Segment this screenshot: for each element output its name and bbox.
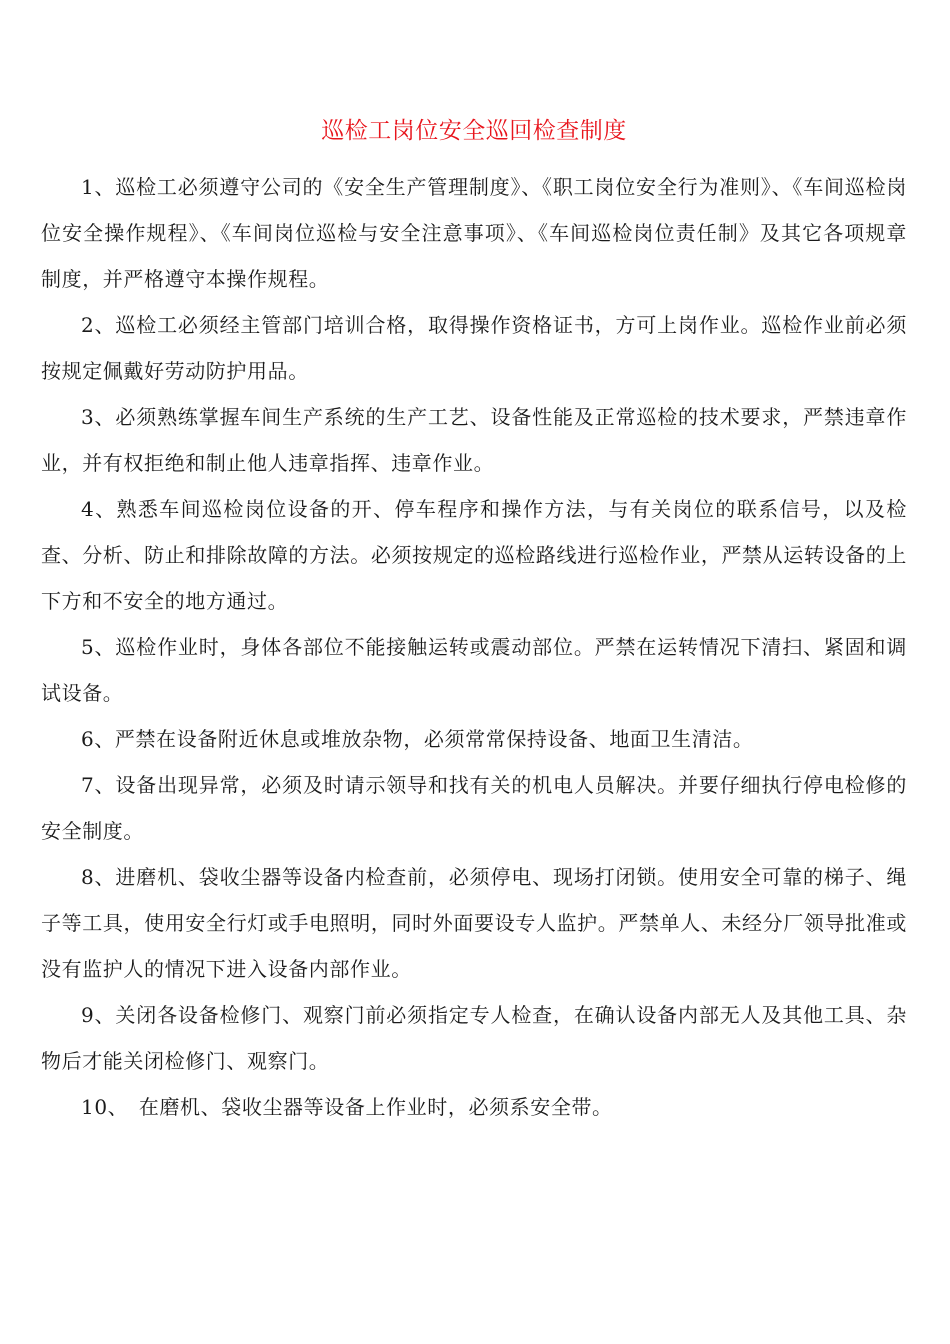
paragraph-3: 3、必须熟练掌握车间生产系统的生产工艺、设备性能及正常巡检的技术要求，严禁违章作业，并有权拒绝和制止他人违章指挥、违章作业。 (41, 405, 907, 475)
document-title: 巡检工岗位安全巡回检查制度 (321, 118, 627, 144)
paragraph-6: 6、严禁在设备附近休息或堆放杂物，必须常常保持设备、地面卫生清洁。 (81, 727, 754, 751)
document-page (41, 112, 907, 1130)
paragraph-1: 1、巡检工必须遵守公司的《安全生产管理制度》、《职工岗位安全行为准则》、《车间巡检岗位安全操作规程》、《车间岗位巡检与安全注意事项》、《车间巡检岗位责任制》及其它各项规章制度，并严格遵守本操作规程。 (41, 175, 907, 291)
paragraph-8: 8、进磨机、袋收尘器等设备内检查前，必须停电、现场打闭锁。使用安全可靠的梯子、绳子等工具，使用安全行灯或手电照明，同时外面要设专人监护。严禁单人、未经分厂领导批准或没有监护人的情况下进入设备内部作业。 (41, 865, 907, 981)
paragraph-10: 10、 在磨机、袋收尘器等设备上作业时，必须系安全带。 (81, 1095, 613, 1119)
paragraph-9: 9、关闭各设备检修门、观察门前必须指定专人检查，在确认设备内部无人及其他工具、杂物后才能关闭检修门、观察门。 (41, 1003, 907, 1073)
paragraph-4: 4、熟悉车间巡检岗位设备的开、停车程序和操作方法，与有关岗位的联系信号，以及检查、分析、防止和排除故障的方法。必须按规定的巡检路线进行巡检作业，严禁从运转设备的上下方和不安全的地方通过。 (41, 497, 907, 613)
paragraph-2: 2、巡检工必须经主管部门培训合格，取得操作资格证书，方可上岗作业。巡检作业前必须按规定佩戴好劳动防护用品。 (41, 313, 907, 383)
paragraph-7: 7、设备出现异常，必须及时请示领导和找有关的机电人员解决。并要仔细执行停电检修的安全制度。 (41, 773, 907, 843)
paragraph-5: 5、巡检作业时，身体各部位不能接触运转或震动部位。严禁在运转情况下清扫、紧固和调试设备。 (41, 635, 907, 705)
